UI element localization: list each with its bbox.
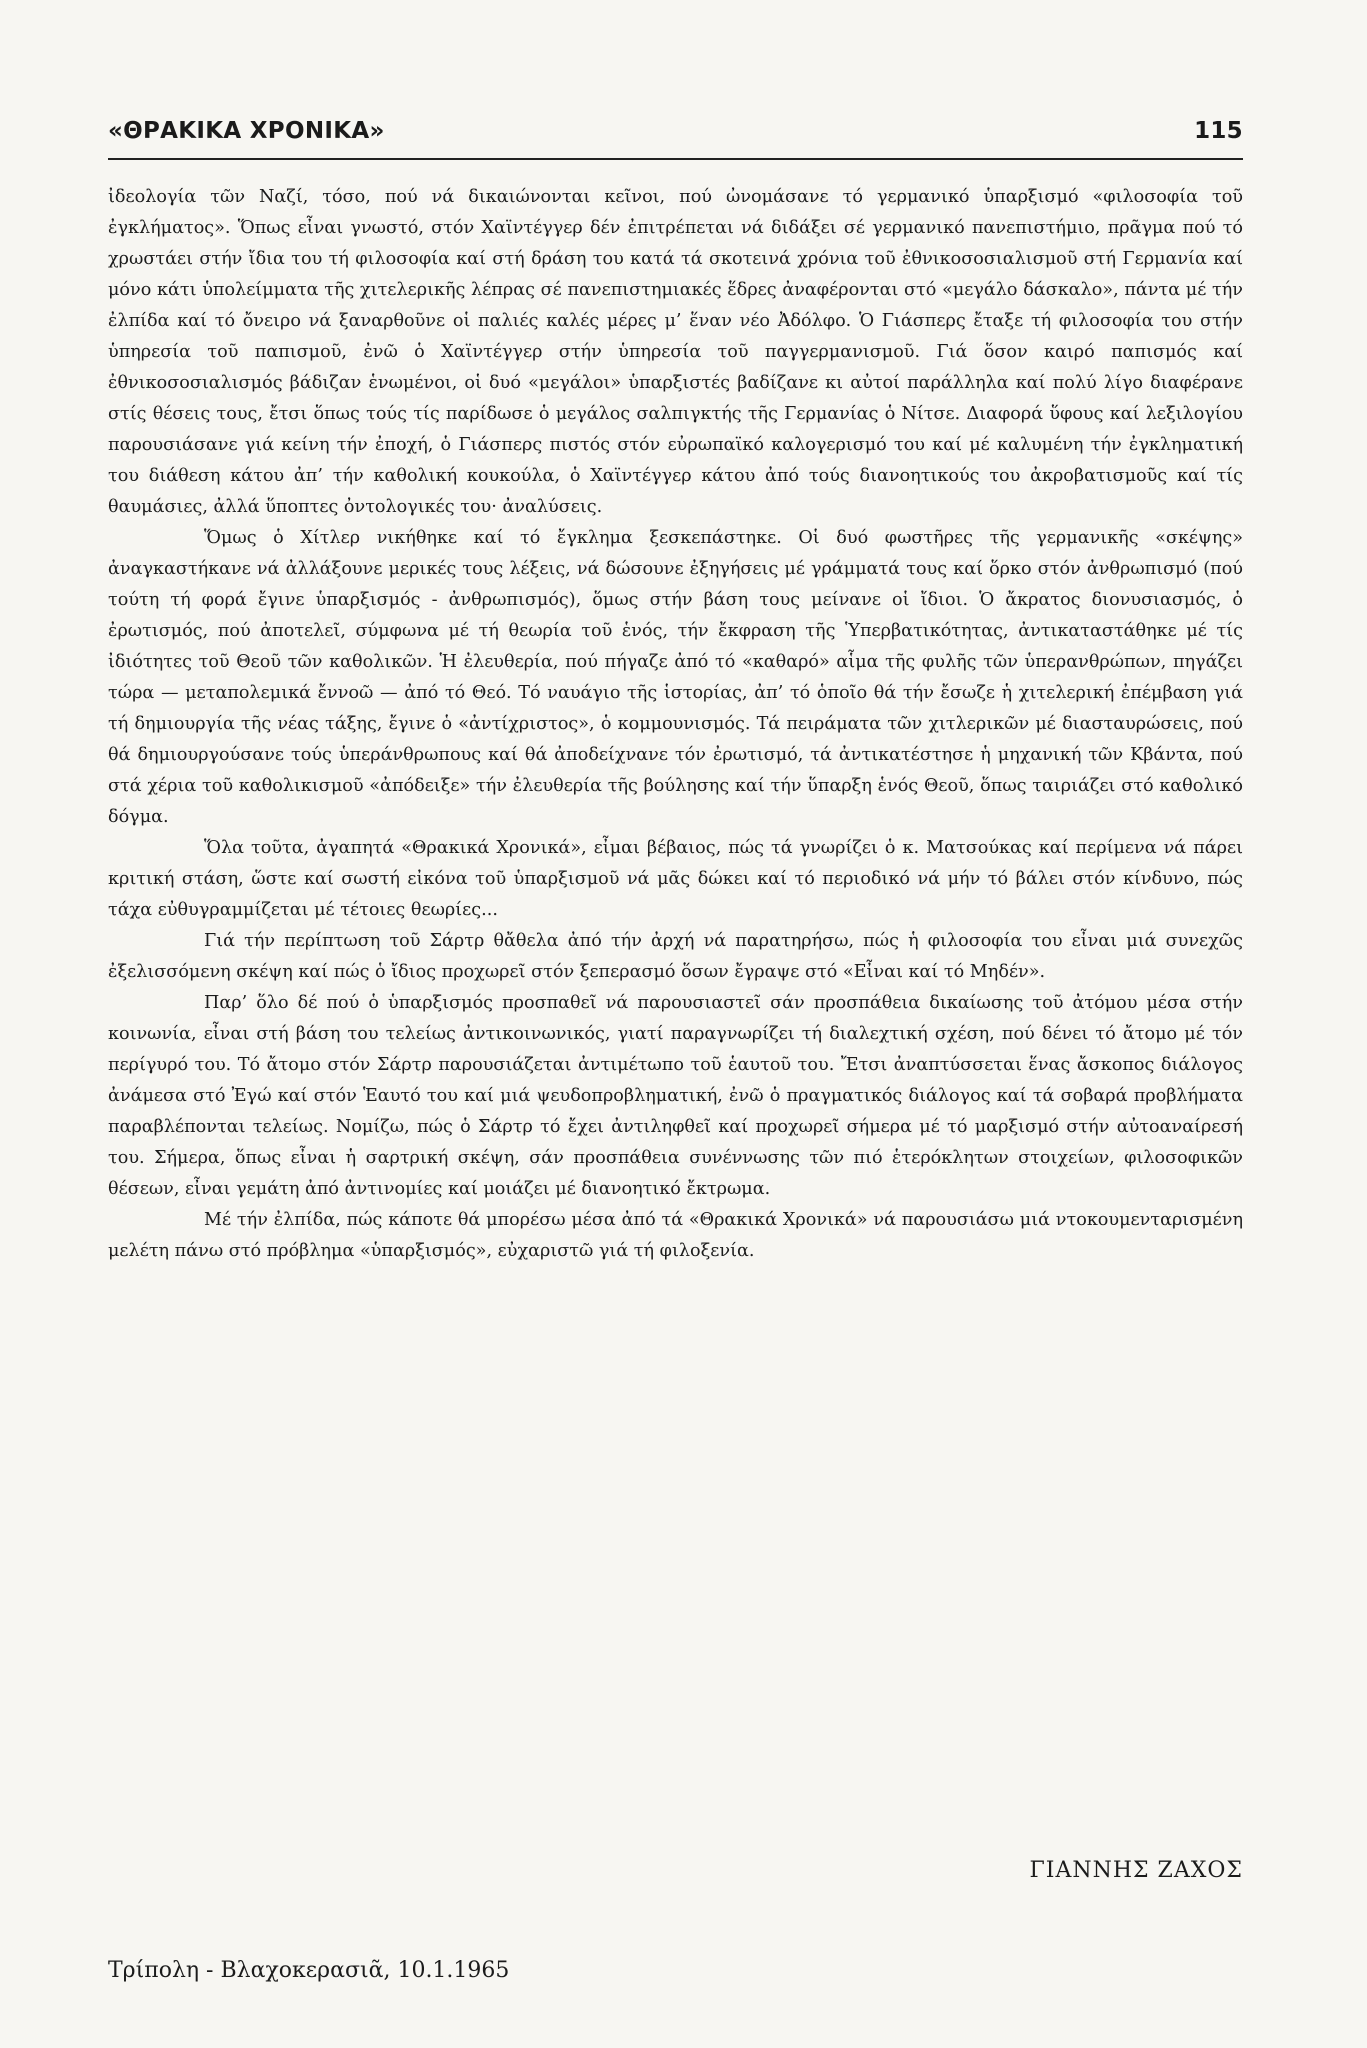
page-number: 115 xyxy=(1194,118,1243,144)
place-date: Τρίπολη - Βλαχοκερασιᾶ, 10.1.1965 xyxy=(108,1958,510,1983)
running-header xyxy=(108,118,1243,154)
paragraph: Γιά τήν περίπτωση τοῦ Σάρτρ θἄθελα ἀπό τήν ἀρχή νά παρατηρήσω, πώς ἡ φιλοσοφία του εἶναι μιά συνεχῶς ἐξελισσόμενη σκέψη καί πώς ὁ ἴδιος προχωρεῖ στόν ξεπερασμό ὅσων ἔγραψε στό «Εἶναι καί τό Μηδέν». xyxy=(108,931,1243,982)
article-body xyxy=(108,182,1243,1267)
paragraph: Μέ τήν ἐλπίδα, πώς κάποτε θά μπορέσω μέσα ἀπό τά «Θρακικά Χρονικά» νά παρουσιάσω μιά ντοκουμενταρισμένη μελέτη πάνω στό πρόβλημα «ὑπαρξισμός», εὐχαριστῶ γιά τή φιλοξενία. xyxy=(108,1210,1243,1261)
header-rule xyxy=(108,158,1243,160)
author-signature: ΓΙΑΝΝΗΣ ΖΑΧΟΣ xyxy=(1029,1858,1243,1883)
paragraph: Ὅλα τοῦτα, ἀγαπητά «Θρακικά Χρονικά», εἶμαι βέβαιος, πώς τά γνωρίζει ὁ κ. Ματσούκας καί περίμενα νά πάρει κριτική στάση, ὥστε καί σωστή εἰκόνα τοῦ ὑπαρξισμοῦ νά μᾶς δώκει καί τό περιοδικό νά μήν τό βάλει στόν κίνδυνο, πώς τάχα εὐθυγραμμίζεται μέ τέτοιες θεωρίες... xyxy=(108,838,1243,920)
paragraph: Παρ’ ὅλο δέ πού ὁ ὑπαρξισμός προσπαθεῖ νά παρουσιαστεῖ σάν προσπάθεια δικαίωσης τοῦ ἀτόμου μέσα στήν κοινωνία, εἶναι στή βάση του τελείως ἀντικοινωνικός, γιατί παραγνωρίζει τή διαλεχτική σχέση, πού δένει τό ἄτομο μέ τόν περίγυρό του. Τό ἄτομο στόν Σάρτρ παρουσιάζεται ἀντιμέτωπο τοῦ ἑαυτοῦ του. Ἔτσι ἀναπτύσσεται ἕνας ἄσκοπος διάλογος ἀνάμεσα στό Ἐγώ καί στόν Ἑαυτό του καί μιά ψευδοπροβληματική, ἐνῶ ὁ πραγματικός διάλογος καί τά σοβαρά προβλήματα παραβλέπονται τελείως. Νομίζω, πώς ὁ Σάρτρ τό ἔχει ἀντιληφθεῖ καί προχωρεῖ σήμερα μέ τό μαρξισμό στήν αὐτοαναίρεσή του. Σήμερα, ὅπως εἶναι ἡ σαρτρική σκέψη, σάν προσπάθεια συνέννωσης τῶν πιό ἑτερόκλητων στοιχείων, φιλοσοφικῶν θέσεων, εἶναι γεμάτη ἀπό ἀντινομίες καί μοιάζει μέ διανοητικό ἔκτρωμα. xyxy=(108,993,1243,1199)
paragraph: Ὅμως ὁ Χίτλερ νικήθηκε καί τό ἔγκλημα ξεσκεπάστηκε. Οἱ δυό φωστῆρες τῆς γερμανικῆς «σκέψης» ἀναγκαστήκανε νά ἀλλάξουνε μερικές τους λέξεις, νά δώσουνε ἐξηγήσεις μέ γράμματά τους καί ὅρκο στόν ἀνθρωπισμό (πού τούτη τή φορά ἔγινε ὑπαρξισμός - ἀνθρωπισμός), ὅμως στήν βάση τους μείνανε οἱ ἴδιοι. Ὁ ἄκρατος διονυσιασμός, ὁ ἐρωτισμός, πού ἀποτελεῖ, σύμφωνα μέ τή θεωρία τοῦ ἑνός, τήν ἔκφραση τῆς Ὑπερβατικότητας, ἀντικαταστάθηκε μέ τίς ἰδιότητες τοῦ Θεοῦ τῶν καθολικῶν. Ἡ ἐλευθερία, πού πήγαζε ἀπό τό «καθαρό» αἷμα τῆς φυλῆς τῶν ὑπερανθρώπων, πηγάζει τώρα — μεταπολεμικά ἔννοῶ — ἀπό τό Θεό. Τό ναυάγιο τῆς ἱστορίας, ἀπ’ τό ὁποῖο θά τήν ἔσωζε ἡ χιτελερική ἐπέμβαση γιά τή δημιουργία τῆς νέας τάξης, ἔγινε ὁ «ἀντίχριστος», ὁ κομμουνισμός. Τά πειράματα τῶν χιτλερικῶν μέ διασταυρώσεις, πού θά δημιουργούσανε τούς ὑπεράνθρωπους καί θά ἀποδείχνανε τόν ἐρωτισμό, τά ἀντικατέστησε ἡ μηχανική τῶν Κβάντα, πού στά χέρια τοῦ καθολικισμοῦ «ἀπόδειξε» τήν ἐλευθερία τῆς βούλησης καί τήν ὕπαρξη ἑνός Θεοῦ, ὅπως ταιριάζει στό καθολικό δόγμα. xyxy=(108,528,1243,827)
journal-title: «ΘΡΑΚΙΚΑ ΧΡΟΝΙΚΑ» xyxy=(108,118,385,144)
paragraph: ἰδεολογία τῶν Ναζί, τόσο, πού νά δικαιώνονται κεῖνοι, πού ὠνομάσανε τό γερμανικό ὑπαρξισμό «φιλοσοφία τοῦ ἐγκλήματος». Ὅπως εἶναι γνωστό, στόν Χαϊντέγγερ δέν ἐπιτρέπεται νά διδάξει σέ γερμανικό πανεπιστήμιο, πρᾶγμα πού τό χρωστάει στήν ἴδια του τή φιλοσοφία καί στή δράση του κατά τά σκοτεινά χρόνια τοῦ ἐθνικοσοσιαλισμοῦ στή Γερμανία καί μόνο κάτι ὑπολείμματα τῆς χιτελερικῆς λέπρας σέ πανεπιστημιακές ἕδρες ἀναφέρονται στό «μεγάλο δάσκαλο», πάντα μέ τήν ἐλπίδα καί τό ὄνειρο νά ξαναρθοῦνε οἱ παλιές καλές μέρες μ’ ἕναν νέο Ἀδόλφο. Ὁ Γιάσπερς ἔταξε τή φιλοσοφία του στήν ὑπηρεσία τοῦ παπισμοῦ, ἐνῶ ὁ Χαϊντέγγερ στήν ὑπηρεσία τοῦ παγγερμανισμοῦ. Γιά ὅσον καιρό παπισμός καί ἐθνικοσοσιαλισμός βάδιζαν ἑνωμένοι, οἱ δυό «μεγάλοι» ὑπαρξιστές βαδίζανε κι αὐτοί παράλληλα καί πολύ λίγο διαφέρανε στίς θέσεις τους, ἔτσι ὅπως τούς τίς παρίδωσε ὁ μεγάλος σαλπιγκτής τῆς Γερμανίας ὁ Νίτσε. Διαφορά ὕφους καί λεξιλογίου παρουσιάσανε γιά κείνη τήν ἐποχή, ὁ Γιάσπερς πιστός στόν εὐρωπαϊκό καλογερισμό του καί μέ καλυμένη τήν ἐγκληματική του διάθεση κάτου ἀπ’ τήν καθολική κουκούλα, ὁ Χαϊντέγγερ κάτου ἀπό τούς διανοητικούς του ἀκροβατισμοῦς καί τίς θαυμάσιες, ἀλλά ὕποπτες ὀντολογικές του· ἀναλύσεις. xyxy=(108,187,1243,517)
